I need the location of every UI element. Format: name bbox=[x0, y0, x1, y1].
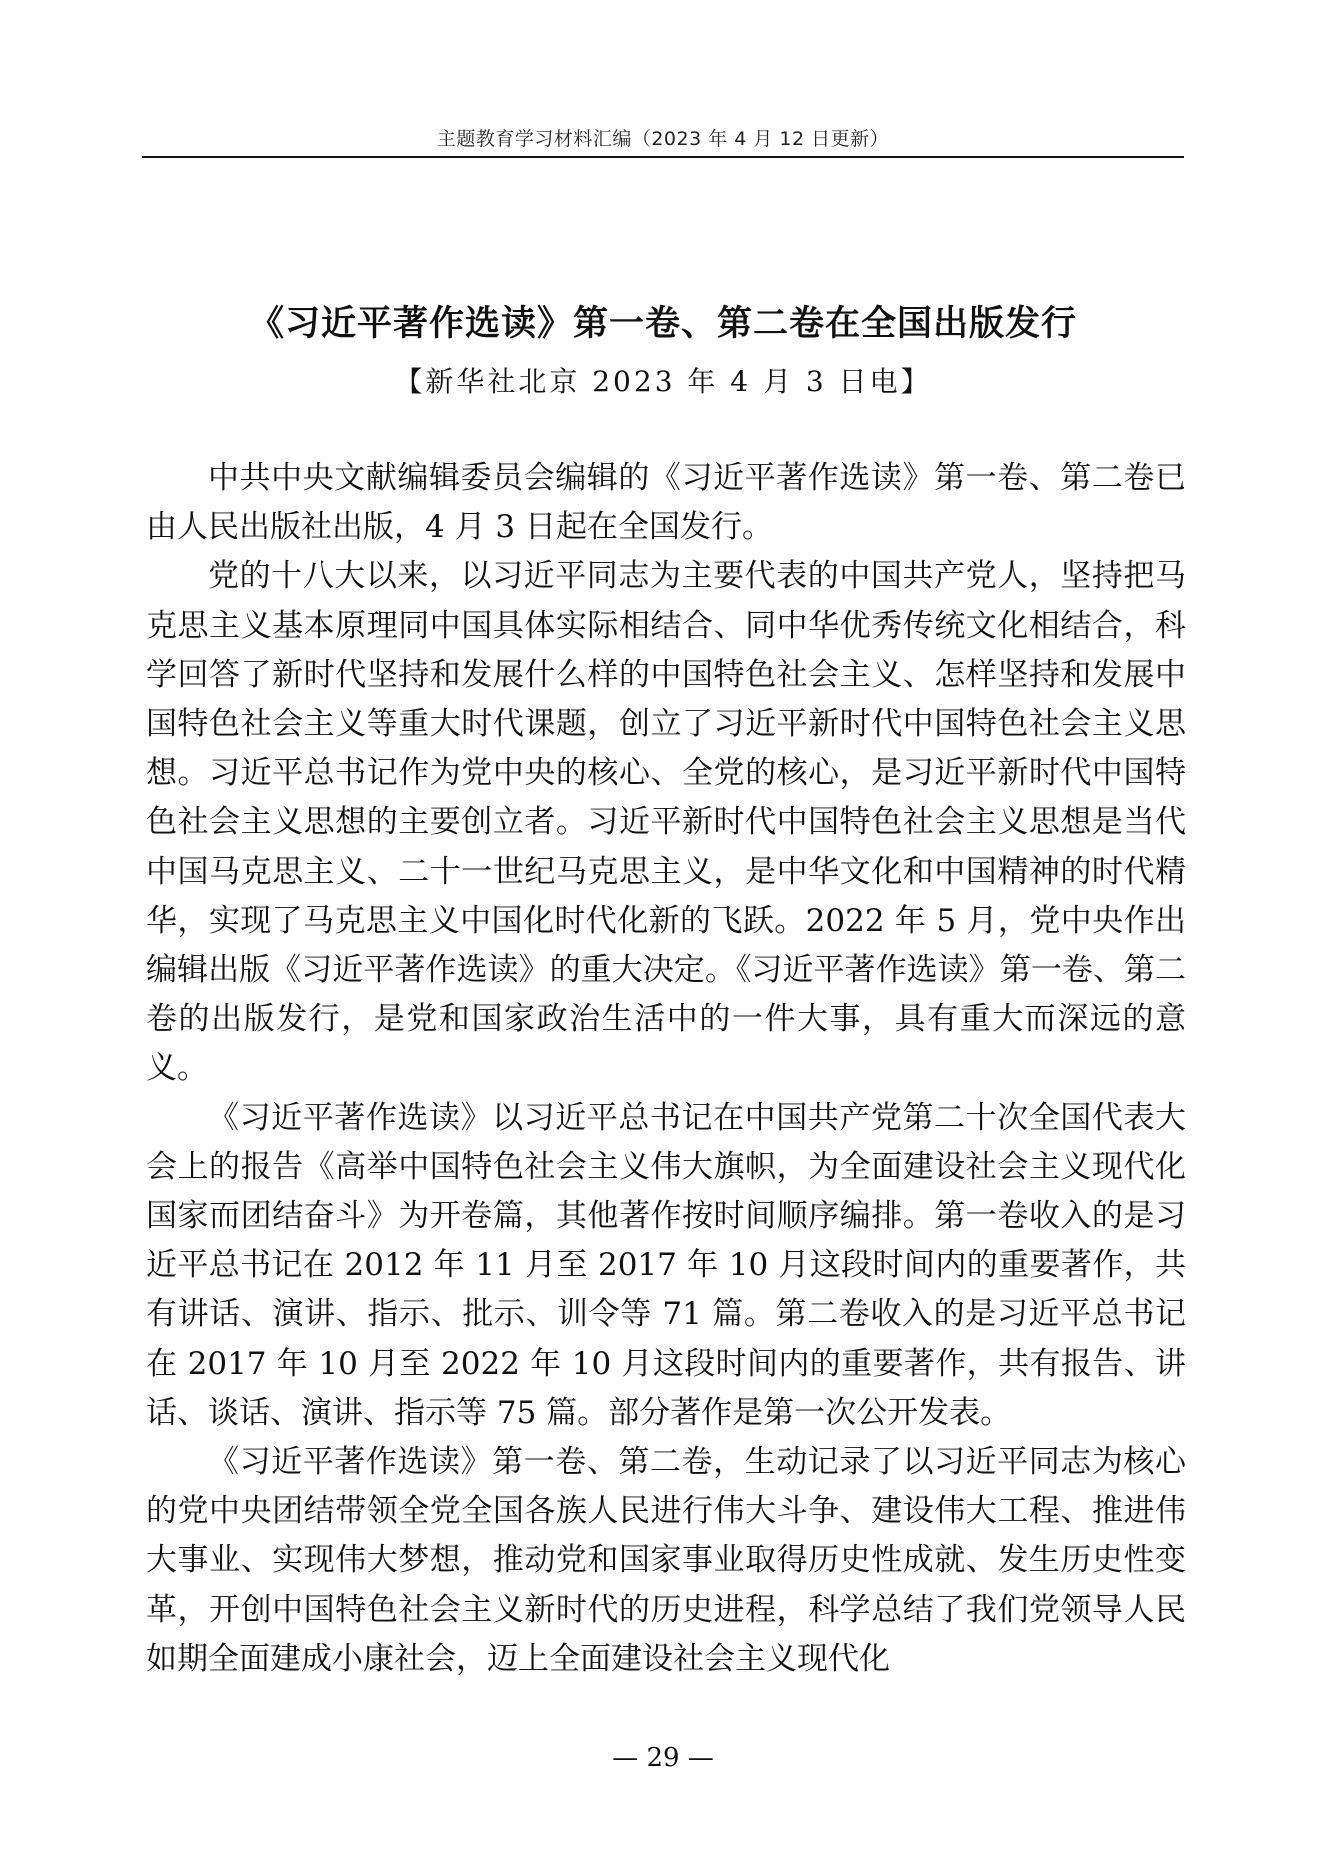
page-number: — 29 — bbox=[612, 1743, 714, 1773]
header-rule bbox=[142, 156, 1184, 158]
body-paragraph: 党的十八大以来，以习近平同志为主要代表的中国共产党人，坚持把马克思主义基本原理同中国具体实际相结合、同中华优秀传统文化相结合，科学回答了新时代坚持和发展什么样的中国特色社会主义、怎样坚持和发展中国特色社会主义等重大时代课题，创立了习近平新时代中国特色社会主义思想。习近平总书记作为党中央的核心、全党的核心，是习近平新时代中国特色社会主义思想的主要创立者。习近平新时代中国特色社会主义思想是当代中国马克思主义、二十一世纪马克思主义，是中华文化和中国精神的时代精华，实现了马克思主义中国化时代化新的飞跃。2022 年 5 月，党中央作出编辑出版《习近平著作选读》的重大决定。《习近平著作选读》第一卷、第二卷的出版发行，是党和国家政治生活中的一件大事，具有重大而深远的意义。 bbox=[146, 558, 1186, 1087]
running-header: 主题教育学习材料汇编（2023 年 4 月 12 日更新） bbox=[436, 128, 890, 150]
article-title: 《习近平著作选读》第一卷、第二卷在全国出版发行 bbox=[248, 303, 1077, 344]
body-paragraph: 中共中央文献编辑委员会编辑的《习近平著作选读》第一卷、第二卷已由人民出版社出版，4 月 3 日起在全国发行。 bbox=[146, 460, 1186, 546]
body-paragraph: 《习近平著作选读》第一卷、第二卷，生动记录了以习近平同志为核心的党中央团结带领全党全国各族人民进行伟大斗争、建设伟大工程、推进伟大事业、实现伟大梦想，推动党和国家事业取得历史性成就、发生历史性变革，开创中国特色社会主义新时代的历史进程，科学总结了我们党领导人民如期全面建成小康社会，迈上全面建设社会主义现代化 bbox=[146, 1444, 1186, 1677]
body-paragraph: 《习近平著作选读》以习近平总书记在中国共产党第二十次全国代表大会上的报告《高举中国特色社会主义伟大旗帜，为全面建设社会主义现代化国家而团结奋斗》为开卷篇，其他著作按时间顺序编排。第一卷收入的是习近平总书记在 2012 年 11 月至 2017 年 10 月这段时间内的重要著作，共有讲话、演讲、指示、批示、训令等 71 篇。第二卷收入的是习近平总书记在 2017 年 10 月至 2022 年 10 月这段时间内的重要著作，共有报告、讲话、谈话、演讲、指示等 75 篇。部分著作是第一次公开发表。 bbox=[146, 1099, 1186, 1431]
article-dateline: 【新华社北京 2023 年 4 月 3 日电】 bbox=[394, 365, 932, 398]
article-body bbox=[146, 454, 1186, 1684]
